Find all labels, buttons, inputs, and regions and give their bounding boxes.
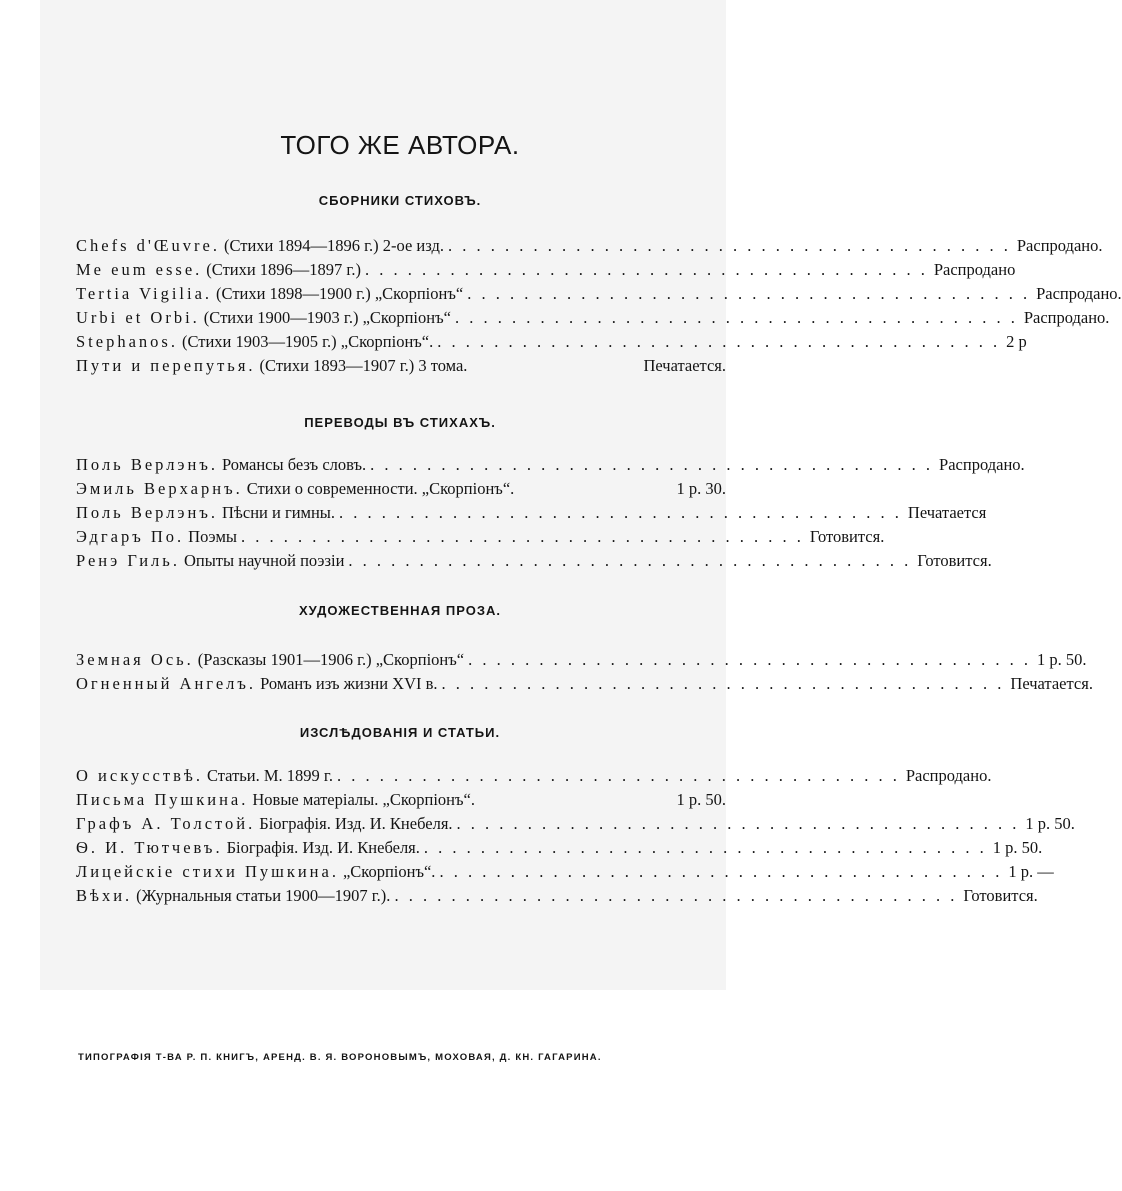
fiction-prose-list (76, 648, 1093, 696)
list-item (76, 330, 1027, 354)
entry-description: Романъ изъ жизни XVI в. (260, 674, 438, 693)
entry-author: Chefs d'Œuvre. (76, 236, 220, 255)
poetry-collections-list (76, 234, 1122, 378)
dot-leader: . . . . . . . . . . . . . . . . . . . . . . . . . . . . . . . . . . . . . . . . (348, 551, 912, 570)
list-item (76, 501, 987, 525)
list-item (76, 788, 726, 812)
dot-leader: . . . . . . . . . . . . . . . . . . . . . . . . . . . . . . . . . . . . . . . . (439, 862, 1003, 881)
entry-description: Статьи. М. 1899 г. (206, 766, 333, 785)
entry-status: Распродано. (1016, 236, 1103, 255)
dot-leader: . . . . . . . . . . . . . . . . . . . . . . . . . . . . . . . . . . . . . . . . (456, 814, 1020, 833)
list-item (76, 549, 992, 573)
verse-translations-list (76, 453, 1025, 573)
entry-author: Поль Верлэнъ. (76, 503, 218, 522)
list-item (76, 648, 1087, 672)
entry-status: 1 р. 50. (992, 838, 1043, 857)
entry-description: „Скорпіонъ“. (342, 862, 436, 881)
entry-description: (Стихи 1903—1905 г.) „Скорпіонъ“. (181, 332, 434, 351)
entry-status: Готовится. (809, 527, 885, 546)
entry-status: 1 р. — (1008, 862, 1054, 881)
entry-description: Пѣсни и гимны. (222, 503, 336, 522)
dot-leader: . . . . . . . . . . . . . . . . . . . . . . . . . . . . . . . . . . . . . . . . (448, 236, 1011, 255)
entry-status: 1 р. 50. (676, 790, 726, 809)
entry-author: Земная Ось. (76, 650, 194, 669)
list-item (76, 258, 1016, 282)
dot-leader: . . . . . . . . . . . . . . . . . . . . . . . . . . . . . . . . . . . . . . . . (364, 260, 928, 279)
list-item (76, 812, 1075, 836)
dot-leader: . . . . . . . . . . . . . . . . . . . . . . . . . . . . . . . . . . . . . . . . (454, 308, 1018, 327)
list-item (76, 306, 1110, 330)
section-heading-studies-articles: ИЗСЛѢДОВАНІЯ И СТАТЬИ. (299, 725, 501, 740)
entry-status: 1 р. 50. (1036, 650, 1087, 669)
entry-description: Новые матеріалы. „Скорпіонъ“. (252, 790, 475, 809)
list-item (76, 860, 1054, 884)
list-item (76, 525, 885, 549)
entry-status: 1 р. 30. (676, 479, 726, 498)
entry-status: Распродано. (905, 766, 992, 785)
entry-author: Urbi et Orbi. (76, 308, 200, 327)
entry-author: Me eum esse. (76, 260, 203, 279)
entry-author: Поль Верлэнъ. (76, 455, 218, 474)
entry-description: Біографія. Изд. И. Кнебеля. (226, 838, 420, 857)
entry-description: Опыты научной поэзіи (183, 551, 345, 570)
list-item (76, 764, 992, 788)
dot-leader: . . . . . . . . . . . . . . . . . . . . . . . . . . . . . . . . . . . . . . . . (468, 650, 1031, 669)
entry-description: (Стихи 1893—1907 г.) 3 тома. (259, 356, 468, 375)
entry-author: Эдгаръ По. (76, 527, 185, 546)
entry-author: Ренэ Гиль. (76, 551, 180, 570)
entry-author: Лицейскіе стихи Пушкина. (76, 862, 339, 881)
list-item (76, 672, 1093, 696)
entry-status: Распродано. (939, 455, 1025, 474)
entry-author: Графъ А. Толстой. (76, 814, 256, 833)
dot-leader: . . . . . . . . . . . . . . . . . . . . . . . . . . . . . . . . . . . . . . . . (394, 886, 958, 905)
list-item (76, 836, 1043, 860)
dot-leader: . . . . . . . . . . . . . . . . . . . . . . . . . . . . . . . . . . . . . . . . (423, 838, 987, 857)
entry-status: Распродано. (1023, 308, 1110, 327)
list-item (76, 477, 726, 501)
list-item (76, 453, 1025, 477)
entry-description: (Разсказы 1901—1906 г.) „Скорпіонъ“ (197, 650, 465, 669)
list-item (76, 234, 1103, 258)
entry-description: Поэмы (188, 527, 238, 546)
section-heading-verse-translations: ПЕРЕВОДЫ ВЪ СТИХАХЪ. (304, 415, 496, 430)
page-title: ТОГО ЖЕ АВТОРА. (280, 130, 520, 160)
entry-author: Tertia Vigilia. (76, 284, 213, 303)
entry-description: Стихи о современности. „Скорпіонъ“. (246, 479, 515, 498)
entry-description: (Стихи 1894—1896 г.) 2-ое изд. (223, 236, 444, 255)
entry-status: 2 р (1006, 332, 1027, 351)
entry-status: Распродано. (1036, 284, 1122, 303)
entry-status: Печатается. (1010, 674, 1093, 693)
dot-leader: . . . . . . . . . . . . . . . . . . . . . . . . . . . . . . . . . . . . . . . . (370, 455, 934, 474)
entry-author: Вѣхи. (76, 886, 133, 905)
entry-status: Печатается. (643, 356, 726, 375)
entry-author: О искусствѣ. (76, 766, 203, 785)
dot-leader: . . . . . . . . . . . . . . . . . . . . . . . . . . . . . . . . . . . . . . . . (339, 503, 902, 522)
dot-leader: . . . . . . . . . . . . . . . . . . . . . . . . . . . . . . . . . . . . . . . . (467, 284, 1031, 303)
entry-description: (Стихи 1898—1900 г.) „Скорпіонъ“ (216, 284, 464, 303)
entry-author: Пути и перепутья. (76, 356, 256, 375)
dot-leader: . . . . . . . . . . . . . . . . . . . . . . . . . . . . . . . . . . . . . . . . (441, 674, 1005, 693)
list-item (76, 282, 1122, 306)
dot-leader: . . . . . . . . . . . . . . . . . . . . . . . . . . . . . . . . . . . . . . . . (336, 766, 900, 785)
section-heading-fiction-prose: ХУДОЖЕСТВЕННАЯ ПРОЗА. (298, 603, 501, 618)
entry-description: (Журнальныя статьи 1900—1907 г.). (136, 886, 391, 905)
list-item (76, 354, 726, 378)
dot-leader: . . . . . . . . . . . . . . . . . . . . . . . . . . . . . . . . . . . . . . . . (241, 527, 804, 546)
studies-articles-list (76, 764, 1075, 908)
section-heading-poetry-collections: СБОРНИКИ СТИХОВЪ. (318, 193, 482, 208)
entry-author: Ѳ. И. Тютчевъ. (76, 838, 223, 857)
printer-imprint: ТИПОГРАФІЯ Т-ВА Р. П. КНИГЪ, АРЕНД. В. Я. ВОРОНОВЫМЪ, МОХОВАЯ, Д. КН. ГАГАРИНА. (78, 1052, 602, 1063)
entry-status: 1 р. 50. (1025, 814, 1075, 833)
entry-description: (Стихи 1896—1897 г.) (206, 260, 361, 279)
entry-author: Письма Пушкина. (76, 790, 249, 809)
list-item (76, 884, 1038, 908)
entry-author: Огненный Ангелъ. (76, 674, 257, 693)
entry-status: Печатается (907, 503, 987, 522)
entry-description: Біографія. Изд. И. Кнебеля. (259, 814, 453, 833)
entry-status: Распродано (933, 260, 1016, 279)
entry-status: Готовится. (917, 551, 992, 570)
entry-status: Готовится. (963, 886, 1038, 905)
entry-description: (Стихи 1900—1903 г.) „Скорпіонъ“ (203, 308, 451, 327)
dot-leader: . . . . . . . . . . . . . . . . . . . . . . . . . . . . . . . . . . . . . . . . (437, 332, 1001, 351)
entry-author: Stephanos. (76, 332, 178, 351)
entry-author: Эмиль Верхарнъ. (76, 479, 243, 498)
entry-description: Романсы безъ словъ. (222, 455, 367, 474)
